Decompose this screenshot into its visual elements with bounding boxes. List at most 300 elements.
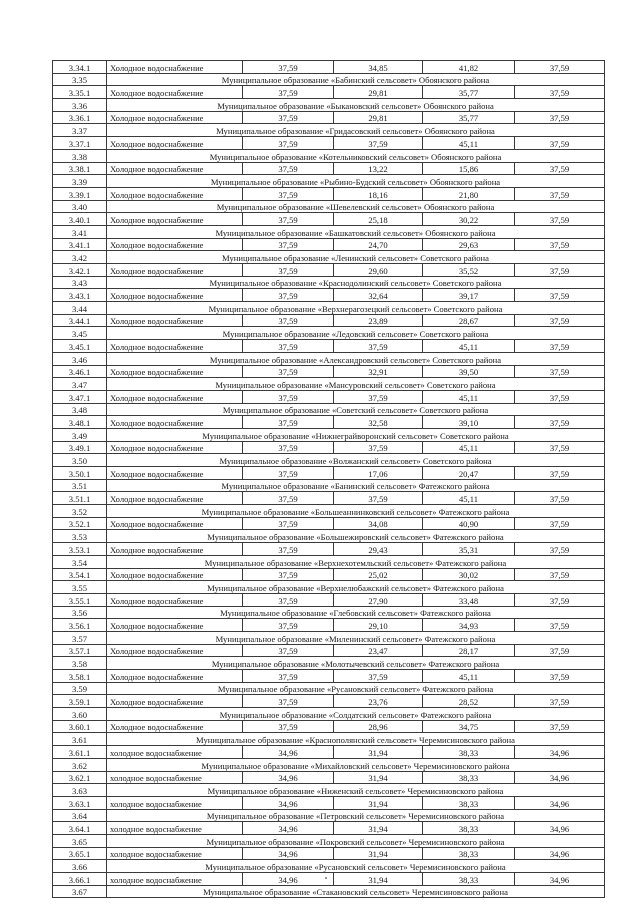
service-name-cell: холодное водоснабжение	[107, 873, 243, 886]
service-name-cell: Холодное водоснабжение	[107, 264, 243, 277]
value-cell-4: 37,59	[515, 187, 605, 200]
service-row	[53, 644, 605, 657]
value-cell-3: 34,75	[423, 720, 515, 733]
row-number-cell: 3.67	[53, 885, 107, 898]
value-cell-2: 37,59	[334, 340, 423, 353]
municipality-title-cell: Муниципальное образование «Верхнехотемльский сельсовет» Фатежского района	[107, 555, 605, 568]
row-number-cell: 3.50.1	[53, 467, 107, 480]
municipality-title-cell: Муниципальное образование «Глебовский сельсовет» Фатежского района	[107, 606, 605, 619]
service-name-cell: Холодное водоснабжение	[107, 644, 243, 657]
row-number-cell: 3.52	[53, 505, 107, 518]
service-row	[53, 289, 605, 302]
value-cell-1: 37,59	[243, 543, 334, 556]
value-cell-2: 31,94	[334, 746, 423, 759]
row-number-cell: 3.38.1	[53, 162, 107, 175]
service-row	[53, 619, 605, 632]
value-cell-2: 37,59	[334, 492, 423, 505]
value-cell-3: 35,52	[423, 264, 515, 277]
service-name-cell: Холодное водоснабжение	[107, 441, 243, 454]
service-name-cell: Холодное водоснабжение	[107, 340, 243, 353]
service-row	[53, 238, 605, 251]
service-row	[53, 543, 605, 556]
row-number-cell: 3.60	[53, 708, 107, 721]
value-cell-3: 39,17	[423, 289, 515, 302]
municipality-row	[53, 733, 605, 746]
value-cell-1: 37,59	[243, 137, 334, 150]
row-number-cell: 3.65.1	[53, 847, 107, 860]
row-number-cell: 3.49.1	[53, 441, 107, 454]
row-number-cell: 3.57.1	[53, 644, 107, 657]
value-cell-1: 37,59	[243, 365, 334, 378]
value-cell-1: 37,59	[243, 467, 334, 480]
value-cell-2: 37,59	[334, 390, 423, 403]
service-name-cell: Холодное водоснабжение	[107, 390, 243, 403]
service-row	[53, 822, 605, 835]
value-cell-3: 34,93	[423, 619, 515, 632]
service-name-cell: холодное водоснабжение	[107, 847, 243, 860]
service-row	[53, 416, 605, 429]
value-cell-2: 29,10	[334, 619, 423, 632]
value-cell-4: 37,59	[515, 593, 605, 606]
value-cell-2: 25,18	[334, 213, 423, 226]
row-number-cell: 3.51.1	[53, 492, 107, 505]
value-cell-4: 37,59	[515, 441, 605, 454]
service-name-cell: Холодное водоснабжение	[107, 289, 243, 302]
value-cell-2: 23,76	[334, 695, 423, 708]
value-cell-3: 30,22	[423, 213, 515, 226]
row-number-cell: 3.56	[53, 606, 107, 619]
row-number-cell: 3.49	[53, 428, 107, 441]
service-row	[53, 467, 605, 480]
row-number-cell: 3.59	[53, 682, 107, 695]
value-cell-3: 21,80	[423, 187, 515, 200]
service-row	[53, 390, 605, 403]
row-number-cell: 3.40.1	[53, 213, 107, 226]
municipality-row	[53, 657, 605, 670]
row-number-cell: 3.51	[53, 479, 107, 492]
row-number-cell: 3.52.1	[53, 517, 107, 530]
value-cell-4: 34,96	[515, 771, 605, 784]
value-cell-4: 37,59	[515, 365, 605, 378]
row-number-cell: 3.47.1	[53, 390, 107, 403]
municipality-row	[53, 149, 605, 162]
row-number-cell: 3.37	[53, 124, 107, 137]
municipality-row	[53, 784, 605, 797]
municipality-row	[53, 631, 605, 644]
row-number-cell: 3.63	[53, 784, 107, 797]
value-cell-3: 28,52	[423, 695, 515, 708]
value-cell-3: 29,63	[423, 238, 515, 251]
value-cell-4: 34,96	[515, 847, 605, 860]
service-name-cell: холодное водоснабжение	[107, 746, 243, 759]
value-cell-1: 37,59	[243, 111, 334, 124]
municipality-row	[53, 606, 605, 619]
row-number-cell: 3.39	[53, 175, 107, 188]
value-cell-3: 38,33	[423, 771, 515, 784]
municipality-row	[53, 454, 605, 467]
service-name-cell: холодное водоснабжение	[107, 771, 243, 784]
value-cell-1: 37,59	[243, 314, 334, 327]
row-number-cell: 3.47	[53, 378, 107, 391]
row-number-cell: 3.65	[53, 834, 107, 847]
value-cell-3: 45,11	[423, 670, 515, 683]
municipality-title-cell: Муниципальное образование «Краснодолинский сельсовет» Советского района	[107, 276, 605, 289]
service-name-cell: Холодное водоснабжение	[107, 416, 243, 429]
row-number-cell: 3.62.1	[53, 771, 107, 784]
service-row	[53, 517, 605, 530]
municipality-row	[53, 505, 605, 518]
row-number-cell: 3.41	[53, 225, 107, 238]
value-cell-2: 32,64	[334, 289, 423, 302]
service-row	[53, 593, 605, 606]
value-cell-3: 38,33	[423, 873, 515, 886]
municipality-row	[53, 809, 605, 822]
service-row	[53, 568, 605, 581]
value-cell-2: 27,90	[334, 593, 423, 606]
municipality-row	[53, 682, 605, 695]
value-cell-2: 13,22	[334, 162, 423, 175]
value-cell-1: 37,59	[243, 695, 334, 708]
row-number-cell: 3.45.1	[53, 340, 107, 353]
value-cell-2: 32,58	[334, 416, 423, 429]
row-number-cell: 3.35	[53, 73, 107, 86]
value-cell-2: 37,59	[334, 441, 423, 454]
service-row	[53, 746, 605, 759]
value-cell-1: 37,59	[243, 86, 334, 99]
value-cell-2: 31,94	[334, 847, 423, 860]
value-cell-4: 37,59	[515, 390, 605, 403]
municipality-row	[53, 73, 605, 86]
service-name-cell: Холодное водоснабжение	[107, 543, 243, 556]
value-cell-3: 38,33	[423, 822, 515, 835]
value-cell-2: 29,43	[334, 543, 423, 556]
municipality-title-cell: Муниципальное образование «Покровский сельсовет» Черемисиновского района	[107, 834, 605, 847]
value-cell-1: 37,59	[243, 162, 334, 175]
municipality-title-cell: Муниципальное образование «Волжанский сельсовет» Советского района	[107, 454, 605, 467]
value-cell-4: 37,59	[515, 467, 605, 480]
municipality-title-cell: Муниципальное образование «Ледовский сельсовет» Советского района	[107, 327, 605, 340]
service-row	[53, 61, 605, 74]
municipality-title-cell: Муниципальное образование «Русановский сельсовет» Черемисиновского района	[107, 860, 605, 873]
row-number-cell: 3.50	[53, 454, 107, 467]
value-cell-2: 31,94	[334, 796, 423, 809]
value-cell-2: 29,81	[334, 111, 423, 124]
row-number-cell: 3.62	[53, 758, 107, 771]
row-number-cell: 3.58.1	[53, 670, 107, 683]
row-number-cell: 3.34.1	[53, 61, 107, 74]
value-cell-3: 45,11	[423, 441, 515, 454]
row-number-cell: 3.54.1	[53, 568, 107, 581]
service-row	[53, 111, 605, 124]
municipality-title-cell: Муниципальное образование «Русановский сельсовет» Фатежского района	[107, 682, 605, 695]
value-cell-4: 37,59	[515, 644, 605, 657]
row-number-cell: 3.39.1	[53, 187, 107, 200]
service-name-cell: Холодное водоснабжение	[107, 111, 243, 124]
municipality-row	[53, 276, 605, 289]
value-cell-3: 28,17	[423, 644, 515, 657]
municipality-row	[53, 251, 605, 264]
value-cell-1: 37,59	[243, 720, 334, 733]
value-cell-3: 38,33	[423, 796, 515, 809]
service-row	[53, 771, 605, 784]
value-cell-2: 32,91	[334, 365, 423, 378]
value-cell-4: 37,59	[515, 619, 605, 632]
value-cell-4: 37,59	[515, 543, 605, 556]
value-cell-2: 37,59	[334, 137, 423, 150]
service-row	[53, 264, 605, 277]
service-name-cell: Холодное водоснабжение	[107, 467, 243, 480]
value-cell-4: 34,96	[515, 873, 605, 886]
service-row	[53, 847, 605, 860]
value-cell-3: 38,33	[423, 746, 515, 759]
municipality-row	[53, 175, 605, 188]
municipality-row	[53, 428, 605, 441]
service-row	[53, 720, 605, 733]
row-number-cell: 3.53.1	[53, 543, 107, 556]
municipality-title-cell: Муниципальное образование «Александровский сельсовет» Советского района	[107, 352, 605, 365]
service-name-cell: Холодное водоснабжение	[107, 86, 243, 99]
row-number-cell: 3.46	[53, 352, 107, 365]
value-cell-1: 37,59	[243, 289, 334, 302]
service-name-cell: Холодное водоснабжение	[107, 670, 243, 683]
municipality-title-cell: Муниципальное образование «Башкатовский сельсовет» Обоянского района	[107, 225, 605, 238]
municipality-title-cell: Муниципальное образование «Михайловский сельсовет» Черемисиновского района	[107, 758, 605, 771]
value-cell-4: 37,59	[515, 61, 605, 74]
row-number-cell: 3.61.1	[53, 746, 107, 759]
value-cell-3: 20,47	[423, 467, 515, 480]
value-cell-4: 37,59	[515, 492, 605, 505]
row-number-cell: 3.64.1	[53, 822, 107, 835]
service-name-cell: Холодное водоснабжение	[107, 492, 243, 505]
municipality-title-cell: Муниципальное образование «Краснополянский сельсовет» Черемисиновского района	[107, 733, 605, 746]
municipality-title-cell: Муниципальное образование «Стакановский сельсовет» Черемисиновского района	[107, 885, 605, 898]
row-number-cell: 3.66.1	[53, 873, 107, 886]
municipality-row	[53, 352, 605, 365]
value-cell-2: 28,96	[334, 720, 423, 733]
municipality-title-cell: Муниципальное образование «Шевелевский сельсовет» Обоянского района	[107, 200, 605, 213]
value-cell-4: 37,59	[515, 720, 605, 733]
service-name-cell: Холодное водоснабжение	[107, 187, 243, 200]
municipality-title-cell: Муниципальное образование «Советский сельсовет» Советского района	[107, 403, 605, 416]
service-row	[53, 340, 605, 353]
municipality-row	[53, 555, 605, 568]
row-number-cell: 3.45	[53, 327, 107, 340]
municipality-row	[53, 403, 605, 416]
value-cell-1: 34,96	[243, 847, 334, 860]
value-cell-3: 33,48	[423, 593, 515, 606]
service-name-cell: Холодное водоснабжение	[107, 238, 243, 251]
value-cell-1: 37,59	[243, 441, 334, 454]
value-cell-2: 23,47	[334, 644, 423, 657]
value-cell-2: 25,02	[334, 568, 423, 581]
municipality-row	[53, 302, 605, 315]
value-cell-2: 31,94	[334, 771, 423, 784]
value-cell-4: 37,59	[515, 86, 605, 99]
value-cell-1: 37,59	[243, 390, 334, 403]
row-number-cell: 3.56.1	[53, 619, 107, 632]
value-cell-4: 37,59	[515, 517, 605, 530]
row-number-cell: 3.44.1	[53, 314, 107, 327]
value-cell-2: 37,59	[334, 670, 423, 683]
municipality-title-cell: Муниципальное образование «Гридасовский сельсовет» Обоянского района	[107, 124, 605, 137]
municipality-row	[53, 581, 605, 594]
value-cell-2: 29,60	[334, 264, 423, 277]
service-row	[53, 86, 605, 99]
value-cell-1: 37,59	[243, 187, 334, 200]
municipality-title-cell: Муниципальное образование «Бабинский сельсовет» Обоянского района	[107, 73, 605, 86]
municipality-row	[53, 885, 605, 898]
municipality-title-cell: Муниципальное образование «Рыбино-Будский сельсовет» Обоянского района	[107, 175, 605, 188]
municipality-title-cell: Муниципальное образование «Нижнеграйворонский сельсовет» Советского района	[107, 428, 605, 441]
municipality-row	[53, 378, 605, 391]
service-name-cell: Холодное водоснабжение	[107, 61, 243, 74]
row-number-cell: 3.43	[53, 276, 107, 289]
municipality-title-cell: Муниципальное образование «Большеаннинковский сельсовет» Фатежского района	[107, 505, 605, 518]
value-cell-1: 37,59	[243, 340, 334, 353]
row-number-cell: 3.63.1	[53, 796, 107, 809]
row-number-cell: 3.60.1	[53, 720, 107, 733]
value-cell-3: 41,82	[423, 61, 515, 74]
service-row	[53, 796, 605, 809]
value-cell-2: 31,94	[334, 822, 423, 835]
value-cell-4: 37,59	[515, 238, 605, 251]
municipality-row	[53, 758, 605, 771]
municipality-row	[53, 860, 605, 873]
value-cell-4: 37,59	[515, 340, 605, 353]
municipality-title-cell: Муниципальное образование «Мансуровский сельсовет» Советского района	[107, 378, 605, 391]
service-name-cell: Холодное водоснабжение	[107, 162, 243, 175]
service-row	[53, 670, 605, 683]
row-number-cell: 3.53	[53, 530, 107, 543]
value-cell-1: 34,96	[243, 746, 334, 759]
value-cell-2: 18,16	[334, 187, 423, 200]
row-number-cell: 3.66	[53, 860, 107, 873]
value-cell-4: 37,59	[515, 314, 605, 327]
municipality-title-cell: Муниципальное образование «Банинский сельсовет» Фатежского района	[107, 479, 605, 492]
value-cell-3: 45,11	[423, 137, 515, 150]
row-number-cell: 3.38	[53, 149, 107, 162]
service-row	[53, 162, 605, 175]
municipality-title-cell: Муниципальное образование «Миленинский сельсовет» Фатежского района	[107, 631, 605, 644]
table-body	[53, 61, 605, 898]
service-row	[53, 213, 605, 226]
page-mark	[325, 877, 327, 879]
value-cell-3: 39,50	[423, 365, 515, 378]
value-cell-2: 17,06	[334, 467, 423, 480]
service-name-cell: Холодное водоснабжение	[107, 517, 243, 530]
service-row	[53, 187, 605, 200]
municipality-title-cell: Муниципальное образование «Молотычевский сельсовет» Фатежского района	[107, 657, 605, 670]
row-number-cell: 3.46.1	[53, 365, 107, 378]
row-number-cell: 3.55.1	[53, 593, 107, 606]
municipality-row	[53, 834, 605, 847]
value-cell-4: 37,59	[515, 162, 605, 175]
value-cell-3: 15,86	[423, 162, 515, 175]
municipality-row	[53, 99, 605, 112]
value-cell-3: 35,31	[423, 543, 515, 556]
value-cell-4: 37,59	[515, 137, 605, 150]
value-cell-4: 37,59	[515, 289, 605, 302]
row-number-cell: 3.57	[53, 631, 107, 644]
value-cell-4: 34,96	[515, 796, 605, 809]
value-cell-4: 37,59	[515, 213, 605, 226]
value-cell-3: 45,11	[423, 340, 515, 353]
value-cell-2: 24,70	[334, 238, 423, 251]
value-cell-4: 37,59	[515, 695, 605, 708]
value-cell-1: 37,59	[243, 619, 334, 632]
value-cell-1: 34,96	[243, 771, 334, 784]
municipality-row	[53, 530, 605, 543]
municipality-row	[53, 327, 605, 340]
row-number-cell: 3.36	[53, 99, 107, 112]
municipality-title-cell: Муниципальное образование «Солдатский сельсовет» Фатежского района	[107, 708, 605, 721]
service-name-cell: Холодное водоснабжение	[107, 365, 243, 378]
value-cell-3: 28,67	[423, 314, 515, 327]
service-row	[53, 441, 605, 454]
row-number-cell: 3.48.1	[53, 416, 107, 429]
value-cell-4: 37,59	[515, 416, 605, 429]
municipality-title-cell: Муниципальное образование «Петровский сельсовет» Черемисиновского района	[107, 809, 605, 822]
service-row	[53, 314, 605, 327]
value-cell-1: 37,59	[243, 517, 334, 530]
municipality-title-cell: Муниципальное образование «Котельниковский сельсовет» Обоянского района	[107, 149, 605, 162]
row-number-cell: 3.58	[53, 657, 107, 670]
value-cell-1: 37,59	[243, 238, 334, 251]
service-row	[53, 873, 605, 886]
row-number-cell: 3.42.1	[53, 264, 107, 277]
municipality-row	[53, 200, 605, 213]
value-cell-2: 23,89	[334, 314, 423, 327]
municipality-title-cell: Муниципальное образование «Верхнелюбажский сельсовет» Фатежского района	[107, 581, 605, 594]
municipality-row	[53, 479, 605, 492]
value-cell-4: 37,59	[515, 264, 605, 277]
value-cell-2: 34,85	[334, 61, 423, 74]
municipality-row	[53, 124, 605, 137]
value-cell-1: 37,59	[243, 644, 334, 657]
service-row	[53, 365, 605, 378]
value-cell-1: 37,59	[243, 416, 334, 429]
row-number-cell: 3.54	[53, 555, 107, 568]
tariff-table	[52, 60, 605, 898]
row-number-cell: 3.59.1	[53, 695, 107, 708]
value-cell-1: 37,59	[243, 670, 334, 683]
row-number-cell: 3.42	[53, 251, 107, 264]
value-cell-1: 37,59	[243, 61, 334, 74]
value-cell-4: 37,59	[515, 670, 605, 683]
value-cell-3: 40,90	[423, 517, 515, 530]
value-cell-2: 34,08	[334, 517, 423, 530]
row-number-cell: 3.37.1	[53, 137, 107, 150]
value-cell-1: 37,59	[243, 264, 334, 277]
service-name-cell: Холодное водоснабжение	[107, 137, 243, 150]
row-number-cell: 3.43.1	[53, 289, 107, 302]
row-number-cell: 3.44	[53, 302, 107, 315]
municipality-row	[53, 225, 605, 238]
value-cell-1: 34,96	[243, 822, 334, 835]
service-name-cell: Холодное водоснабжение	[107, 619, 243, 632]
service-row	[53, 492, 605, 505]
value-cell-4: 34,96	[515, 822, 605, 835]
row-number-cell: 3.40	[53, 200, 107, 213]
row-number-cell: 3.36.1	[53, 111, 107, 124]
value-cell-3: 35,77	[423, 86, 515, 99]
value-cell-1: 34,96	[243, 796, 334, 809]
municipality-row	[53, 708, 605, 721]
municipality-title-cell: Муниципальное образование «Ниженский сельсовет» Черемисиновского района	[107, 784, 605, 797]
service-row	[53, 137, 605, 150]
value-cell-3: 45,11	[423, 492, 515, 505]
row-number-cell: 3.55	[53, 581, 107, 594]
